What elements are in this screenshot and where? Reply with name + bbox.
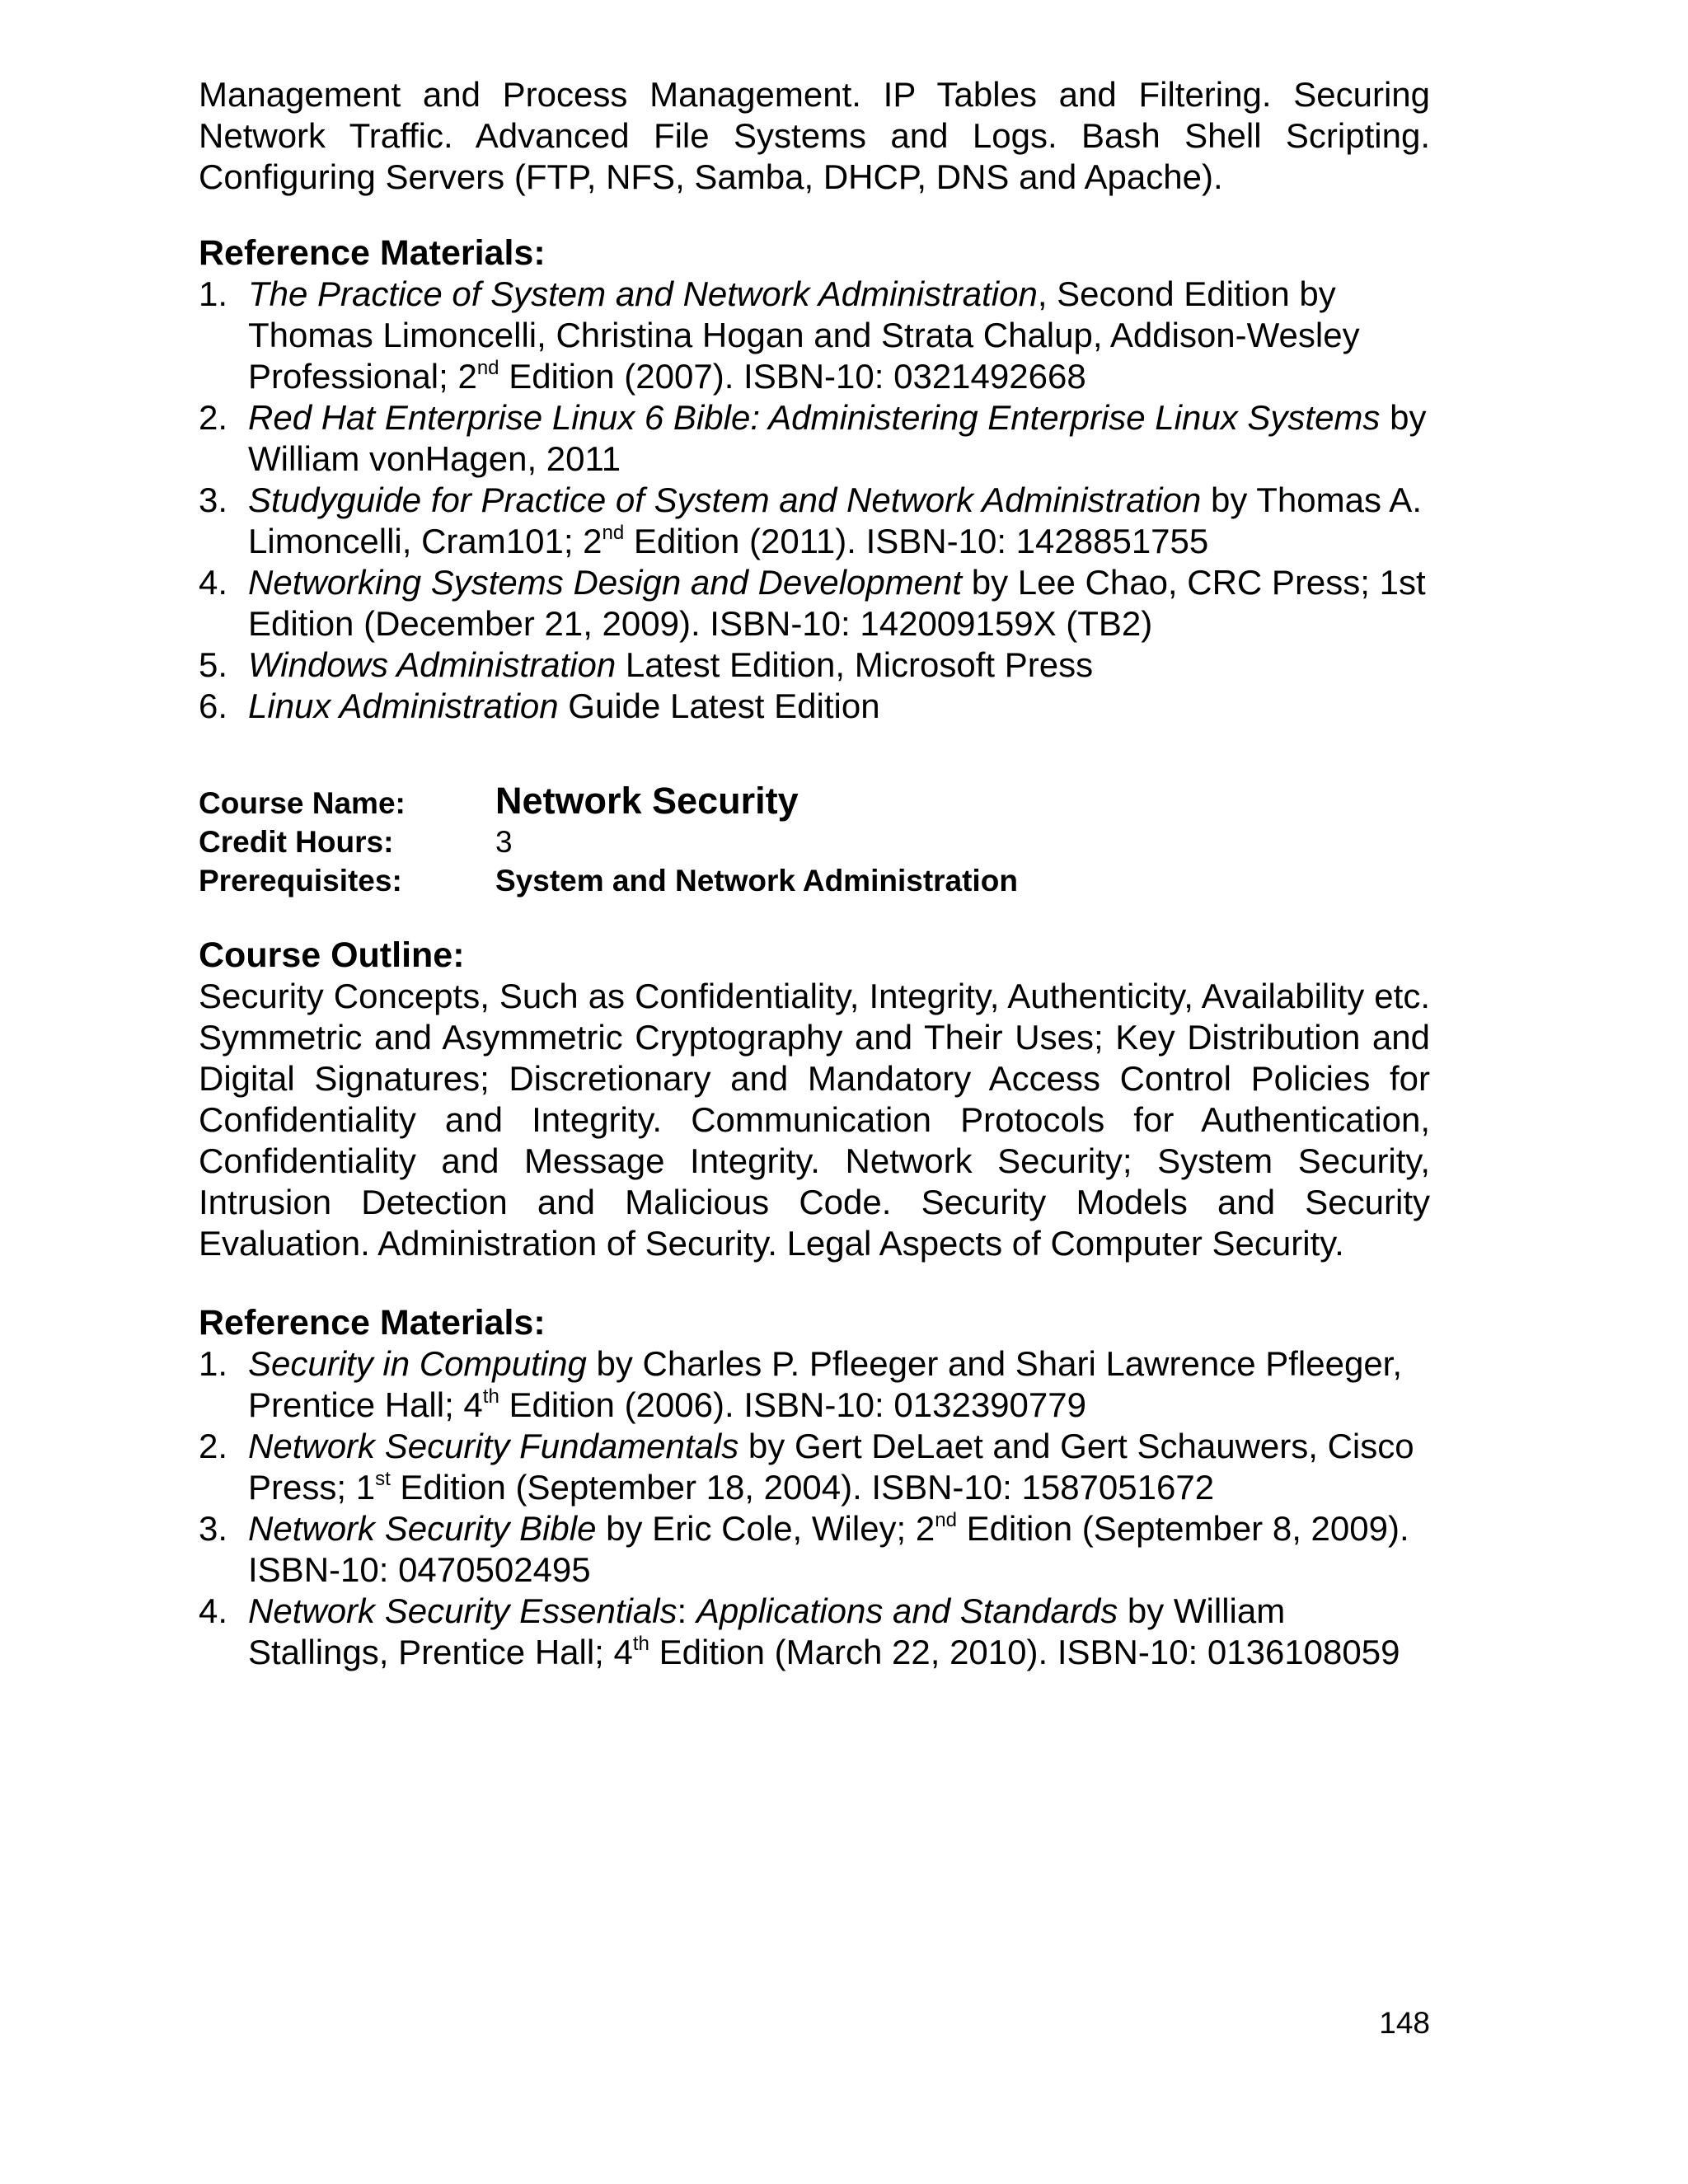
reference-title: Network Security Bible [248,1509,597,1548]
reference-materials-heading-2: Reference Materials: [199,1303,546,1343]
reference-item: 1. The Practice of System and Network Administration, Second Edition by Thomas Limoncelli, Christina Hogan and Strata Chalup, Addison-Wesley Professional; 2nd Edition (2007). ISBN-10: 0321492668 [199,274,1360,396]
prerequisites-label: Prerequisites: [199,864,402,898]
course-name-value: Network Security [495,780,799,822]
reference-item: 6. Linux Administration Guide Latest Edition [199,687,880,725]
reference-title: Network Security Fundamentals [248,1427,739,1465]
course-name-label: Course Name: [199,786,406,820]
reference-title: Security in Computing [248,1344,587,1383]
reference-title: Linux Administration [248,687,559,725]
reference-materials-heading-1: Reference Materials: [199,233,546,273]
reference-title: Windows Administration [248,645,617,684]
prerequisites-row [199,861,1430,900]
reference-item: 4. Network Security Essentials: Applications and Standards by William Stallings, Prentice Hall; 4th Edition (March 22, 2010). ISBN-10: 0136108059 [199,1591,1400,1671]
document-page [199,74,1430,1673]
reference-item: 4. Networking Systems Design and Development by Lee Chao, CRC Press; 1st Edition (December 21, 2009). ISBN-10: 142009159X (TB2) [199,563,1426,643]
reference-list-1 [199,274,1430,727]
reference-title: Red Hat Enterprise Linux 6 Bible: Administering Enterprise Linux Systems [248,398,1381,437]
reference-item: 5. Windows Administration Latest Edition, Microsoft Press [199,645,1094,684]
reference-item: 1. Security in Computing by Charles P. Pfleeger and Shari Lawrence Pfleeger, Prentice Hall; 4th Edition (2006). ISBN-10: 0132390779 [199,1344,1403,1424]
reference-title: Networking Systems Design and Development [248,563,963,602]
course-outline-heading: Course Outline: [199,935,465,975]
credit-hours-value: 3 [495,825,513,859]
page-number: 148 [1379,2006,1430,2040]
reference-item: 2. Red Hat Enterprise Linux 6 Bible: Administering Enterprise Linux Systems by William vonHagen, 2011 [199,398,1427,478]
reference-list-2 [199,1343,1430,1673]
course-outline-text: Security Concepts, Such as Confidentiality, Integrity, Authenticity, Availability etc. Symmetric and Asymmetric Cryptography and Their Uses; Key Distribution and Digital Signatures; Discretionary and Mandatory Access Control Policies for Confidentiality and Integrity. Communication Protocols for Authentication, Confidentiality and Message Integrity. Network Security; System Security, Intrusion Detection and Malicious Code. Security Models and Security Evaluation. Administration of Security. Legal Aspects of Computer Security. [199,977,1430,1263]
reference-title: The Practice of System and Network Administration [248,274,1038,313]
reference-subtitle: Applications and Standards [696,1591,1118,1630]
reference-item: 2. Network Security Fundamentals by Gert DeLaet and Gert Schauwers, Cisco Press; 1st Edition (September 18, 2004). ISBN-10: 1587051672 [199,1427,1414,1507]
prerequisites-value: System and Network Administration [495,864,1018,898]
course-name-row [199,781,1430,823]
reference-title: Studyguide for Practice of System and Network Administration [248,480,1202,519]
reference-title: Network Security Essentials [248,1591,678,1630]
credit-hours-label: Credit Hours: [199,825,394,859]
reference-item: 3. Studyguide for Practice of System and Network Administration by Thomas A. Limoncelli, Cram101; 2nd Edition (2011). ISBN-10: 1428851755 [199,480,1422,560]
course-info [199,781,1430,900]
reference-item: 3. Network Security Bible by Eric Cole, Wiley; 2nd Edition (September 8, 2009). ISBN-10: 0470502495 [199,1509,1409,1589]
intro-paragraph: Management and Process Management. IP Tables and Filtering. Securing Network Traffic. Advanced File Systems and Logs. Bash Shell Scripting. Configuring Servers (FTP, NFS, Samba, DHCP, DNS and Apache). [199,75,1430,196]
credit-hours-row [199,823,1430,861]
